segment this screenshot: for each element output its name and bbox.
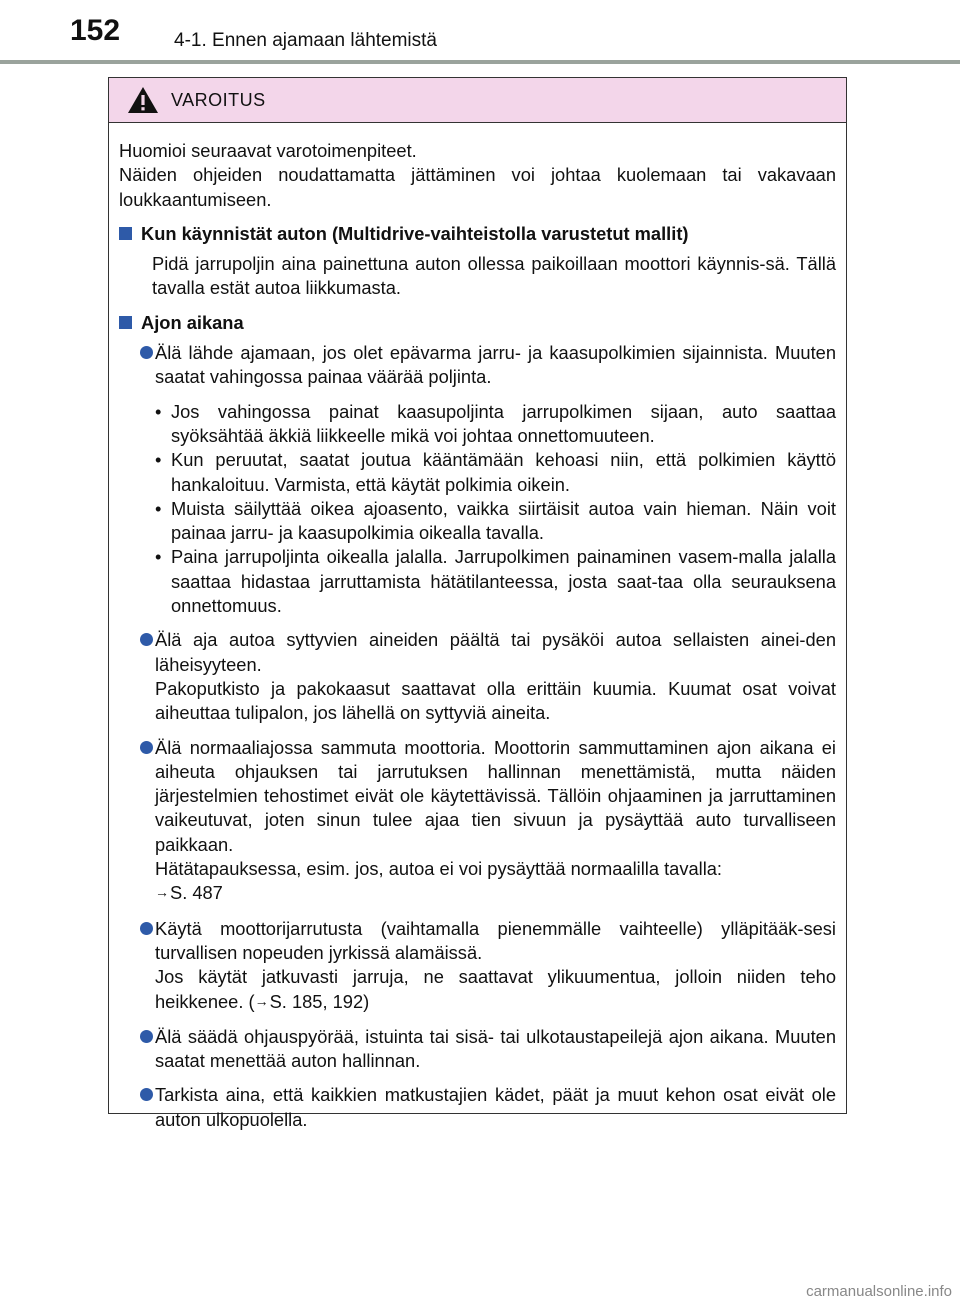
subheading-text: Ajon aikana [141,311,244,333]
bullet-item [119,1025,836,1074]
warning-box [108,77,847,1130]
header-divider [0,60,960,64]
warning-title: VAROITUS [171,90,266,110]
sub-list-item: • Jos vahingossa painat kaasupoljinta jarrupolkimen sijaan, auto saattaa syöksähtää äkkiä liikkeelle mikä voi johtaa onnettomuuteen. [155,400,836,446]
warning-triangle-icon [127,86,159,114]
warning-body [109,123,846,1132]
circle-bullet-icon [140,1030,153,1043]
bullet-item [119,736,836,907]
page-reference[interactable] [155,881,836,906]
paragraph: Pidä jarrupoljin aina painettuna auton ollessa paikoillaan moottori käynnis-sä. Tällä tavalla estät autoa liikkumasta. [152,253,836,299]
sub-list-item: • Muista säilyttää oikea ajoasento, vaikka siirtäisit autoa vain hieman. Näin voit painaa jarru- ja kaasupolkimia oikealla tavalla. [155,497,836,544]
bullet-text: Älä lähde ajamaan, jos olet epävarma jarru- ja kaasupolkimien sijainnista. Muuten saatat vahingossa painaa väärää poljinta. [155,342,836,388]
bullet-item [119,628,836,725]
bullet-extra: Pakoputkisto ja pakokaasut saattavat olla erittäin kuumia. Kuumat osat voivat aiheuttaa tulipalon, jos lähellä on syttyviä aineita. [155,677,836,724]
bullet-item [119,1083,836,1132]
section-title: 4-1. Ennen ajamaan lähtemistä [174,30,437,51]
circle-bullet-icon [140,346,153,359]
page-header [0,0,960,62]
page-reference[interactable]: S. 185, 192 [269,990,364,1012]
watermark: carmanualsonline.info [806,1283,952,1300]
bullet-text: Älä aja autoa syttyvien aineiden päältä tai pysäköi autoa sellaisten ainei-den läheisyyteen. [155,629,836,675]
bullet-text: Käytä moottorijarrutusta (vaihtamalla pienemmälle vaihteelle) ylläpitääk-sesi turvallisen nopeuden jyrkissä alamäissä. [155,917,836,963]
bullet-extra [155,965,836,1015]
sub-list-item: • Paina jarrupoljinta oikealla jalalla. Jarrupolkimen painaminen vasem-malla jalalla saattaa hidastaa jarruttamista hätätilanteessa, josta saat-taa olla seurauksena onnettomuus. [155,546,836,617]
reference-text: S. 487 [170,882,223,904]
sub-list-item: • Kun peruutat, saatat joutua kääntämään kehoasi niin, että polkimien käyttö hankaloituu. Varmista, että käytät polkimia oikein. [155,449,836,495]
warning-header [109,78,846,123]
arrow-right-icon: → [155,884,169,901]
bullet-extra: Hätätapauksessa, esim. jos, autoa ei voi pysäyttää normaalilla tavalla: [155,858,723,880]
bullet-extra-text: ) [363,990,370,1012]
bullet-text: Tarkista aina, että kaikkien matkustajien kädet, päät ja muut kehon osat eivät ole auton ulkopuolella. [155,1084,836,1130]
square-bullet-icon [119,316,132,329]
subheading-driving [119,311,836,335]
circle-bullet-icon [140,1088,153,1101]
subheading-text: Kun käynnistät auton (Multidrive-vaihteistolla varustetut mallit) [141,222,689,244]
subheading-start-car [119,222,836,246]
bullet-text: Älä normaaliajossa sammuta moottoria. Moottorin sammuttaminen ajon aikana ei aiheuta ohjauksen tai jarrutuksen hallinnan menettämistä, mutta näiden järjestelmien tehostimet eivät ole käytettävissä. Tällöin ohjaaminen ja jarruttaminen vaikeutuvat, joten sinun tulee ajaa tien sivuun ja pysäyttää auto turvalliseen paikkaan. [155,736,836,855]
bullet-text: Älä säädä ohjauspyörää, istuinta tai sisä- tai ulkotaustapeilejä ajon aikana. Muuten saatat menettää auton hallinnan. [155,1025,836,1072]
arrow-right-icon: → [254,992,269,1009]
sub-list [155,400,836,619]
page-number: 152 [70,14,121,47]
sub-list-text: Muista säilyttää oikea ajoasento, vaikka siirtäisit autoa vain hieman. Näin voit painaa jarru- ja kaasupolkimia oikealla tavalla. [171,497,836,544]
square-bullet-icon [119,227,132,240]
sub-list-text: Kun peruutat, saatat joutua kääntämään kehoasi niin, että polkimien käyttö hankaloituu. Varmista, että käytät polkimia oikein. [171,449,836,495]
circle-bullet-icon [140,922,153,935]
bullet-item [119,341,836,618]
sub-list-text: Jos vahingossa painat kaasupoljinta jarrupolkimen sijaan, auto saattaa syöksähtää äkkiä liikkeelle mikä voi johtaa onnettomuuteen. [171,400,836,446]
bullet-extra-text: Jos käytät jatkuvasti jarruja, ne saattavat ylikuumentua, jolloin niiden teho heikkenee. ( [155,966,836,1012]
warning-intro: Huomioi seuraavat varotoimenpiteet. Näiden ohjeiden noudattamatta jättäminen voi johtaa kuolemaan tai vakavaan loukkaantumiseen. [119,140,836,210]
circle-bullet-icon [140,741,153,754]
bullet-item [119,917,836,1015]
sub-list-text: Paina jarrupoljinta oikealla jalalla. Jarrupolkimen painaminen vasem-malla jalalla saattaa hidastaa jarruttamista hätätilanteessa, josta saat-taa olla seurauksena onnettomuus. [171,546,836,617]
circle-bullet-icon [140,633,153,646]
